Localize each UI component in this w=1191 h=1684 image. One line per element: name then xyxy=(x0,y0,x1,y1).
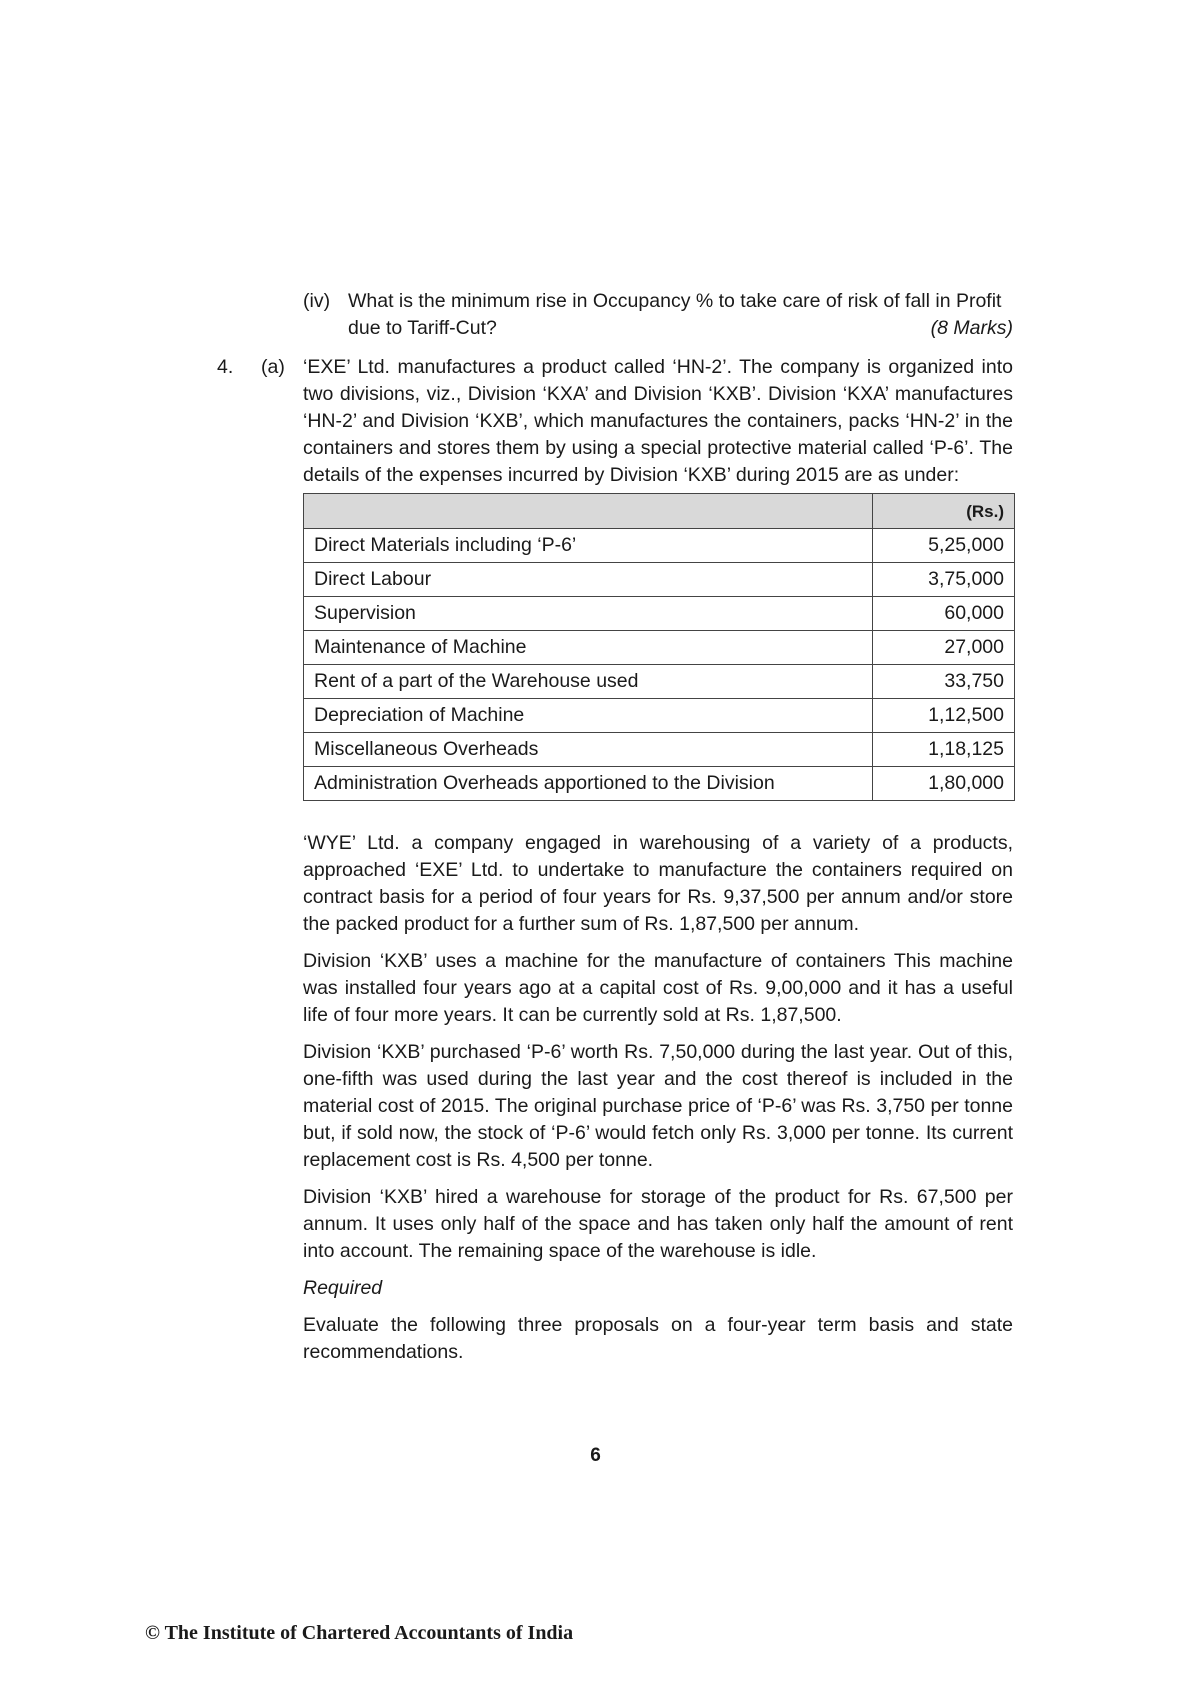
table-row xyxy=(304,597,1015,631)
expense-amount: 5,25,000 xyxy=(873,529,1015,563)
expense-item: Administration Overheads apportioned to the Division xyxy=(304,767,873,801)
expense-item: Direct Labour xyxy=(304,563,873,597)
expense-table xyxy=(303,493,1015,801)
sub-question-line2: due to Tariff-Cut? xyxy=(348,317,497,339)
table-row xyxy=(304,767,1015,801)
table-header-item xyxy=(304,494,873,529)
sub-question-line1: What is the minimum rise in Occupancy % to take care of risk of fall in Profit xyxy=(348,290,1002,312)
question-intro: ‘EXE’ Ltd. manufactures a product called ‘HN-2’. The company is organized into two divisions, viz., Division ‘KXA’ and Division ‘KXB’. Division ‘KXA’ manufactures ‘HN-2’ and Division ‘KXB’, which manufactures the containers, packs ‘HN-2’ in the containers and stores them by using a special protective material called ‘P-6’. The details of the expenses incurred by Division ‘KXB’ during 2015 are as under: xyxy=(303,356,1013,486)
table-row xyxy=(304,699,1015,733)
expense-item: Rent of a part of the Warehouse used xyxy=(304,665,873,699)
required-heading: Required xyxy=(303,1277,383,1299)
paragraph-p6-material: Division ‘KXB’ purchased ‘P-6’ worth Rs. 7,50,000 during the last year. Out of this, one-fifth was used during the last year and the cost thereof is included in the material cost of 2015. The original purchase price of ‘P-6’ was Rs. 3,750 per tonne but, if sold now, the stock of ‘P-6’ would fetch only Rs. 3,000 per tonne. Its current replacement cost is Rs. 4,500 per tonne. xyxy=(303,1041,1013,1171)
page-number: 6 xyxy=(590,1445,601,1466)
sub-question-iv xyxy=(348,288,1013,342)
expense-amount: 60,000 xyxy=(873,597,1015,631)
question-body xyxy=(303,830,1013,1376)
marks-label: (8 Marks) xyxy=(930,317,1013,339)
table-header-row xyxy=(304,494,1015,529)
expense-amount: 1,80,000 xyxy=(873,767,1015,801)
sub-question-label: (iv) xyxy=(303,290,331,312)
table-header-amount: (Rs.) xyxy=(873,494,1015,529)
expense-amount: 1,18,125 xyxy=(873,733,1015,767)
expense-item: Miscellaneous Overheads xyxy=(304,733,873,767)
sub-question-line2-row xyxy=(348,315,1013,342)
footer-copyright: © The Institute of Chartered Accountants of India xyxy=(145,1622,574,1644)
expense-amount: 3,75,000 xyxy=(873,563,1015,597)
table-row xyxy=(304,563,1015,597)
expense-amount: 33,750 xyxy=(873,665,1015,699)
paragraph-wye-offer: ‘WYE’ Ltd. a company engaged in warehousing of a variety of a products, approached ‘EXE’ Ltd. to undertake to manufacture the containers required on contract basis for a period of four years for Rs. 9,37,500 per annum and/or store the packed product for a further sum of Rs. 1,87,500 per annum. xyxy=(303,832,1013,935)
paragraph-machine: Division ‘KXB’ uses a machine for the manufacture of containers This machine was installed four years ago at a capital cost of Rs. 9,00,000 and it has a useful life of four more years. It can be currently sold at Rs. 1,87,500. xyxy=(303,950,1013,1026)
table-row xyxy=(304,529,1015,563)
expense-item: Depreciation of Machine xyxy=(304,699,873,733)
paragraph-warehouse: Division ‘KXB’ hired a warehouse for storage of the product for Rs. 67,500 per annum. It uses only half of the space and has taken only half the amount of rent into account. The remaining space of the warehouse is idle. xyxy=(303,1186,1013,1262)
paragraph-evaluate: Evaluate the following three proposals on a four-year term basis and state recommendations. xyxy=(303,1314,1013,1363)
table-row xyxy=(304,733,1015,767)
question-number: 4. xyxy=(217,356,234,378)
expense-item: Supervision xyxy=(304,597,873,631)
expense-amount: 27,000 xyxy=(873,631,1015,665)
expense-item: Maintenance of Machine xyxy=(304,631,873,665)
expense-item: Direct Materials including ‘P-6’ xyxy=(304,529,873,563)
table-row xyxy=(304,631,1015,665)
table-row xyxy=(304,665,1015,699)
question-part-label: (a) xyxy=(261,356,285,378)
expense-amount: 1,12,500 xyxy=(873,699,1015,733)
